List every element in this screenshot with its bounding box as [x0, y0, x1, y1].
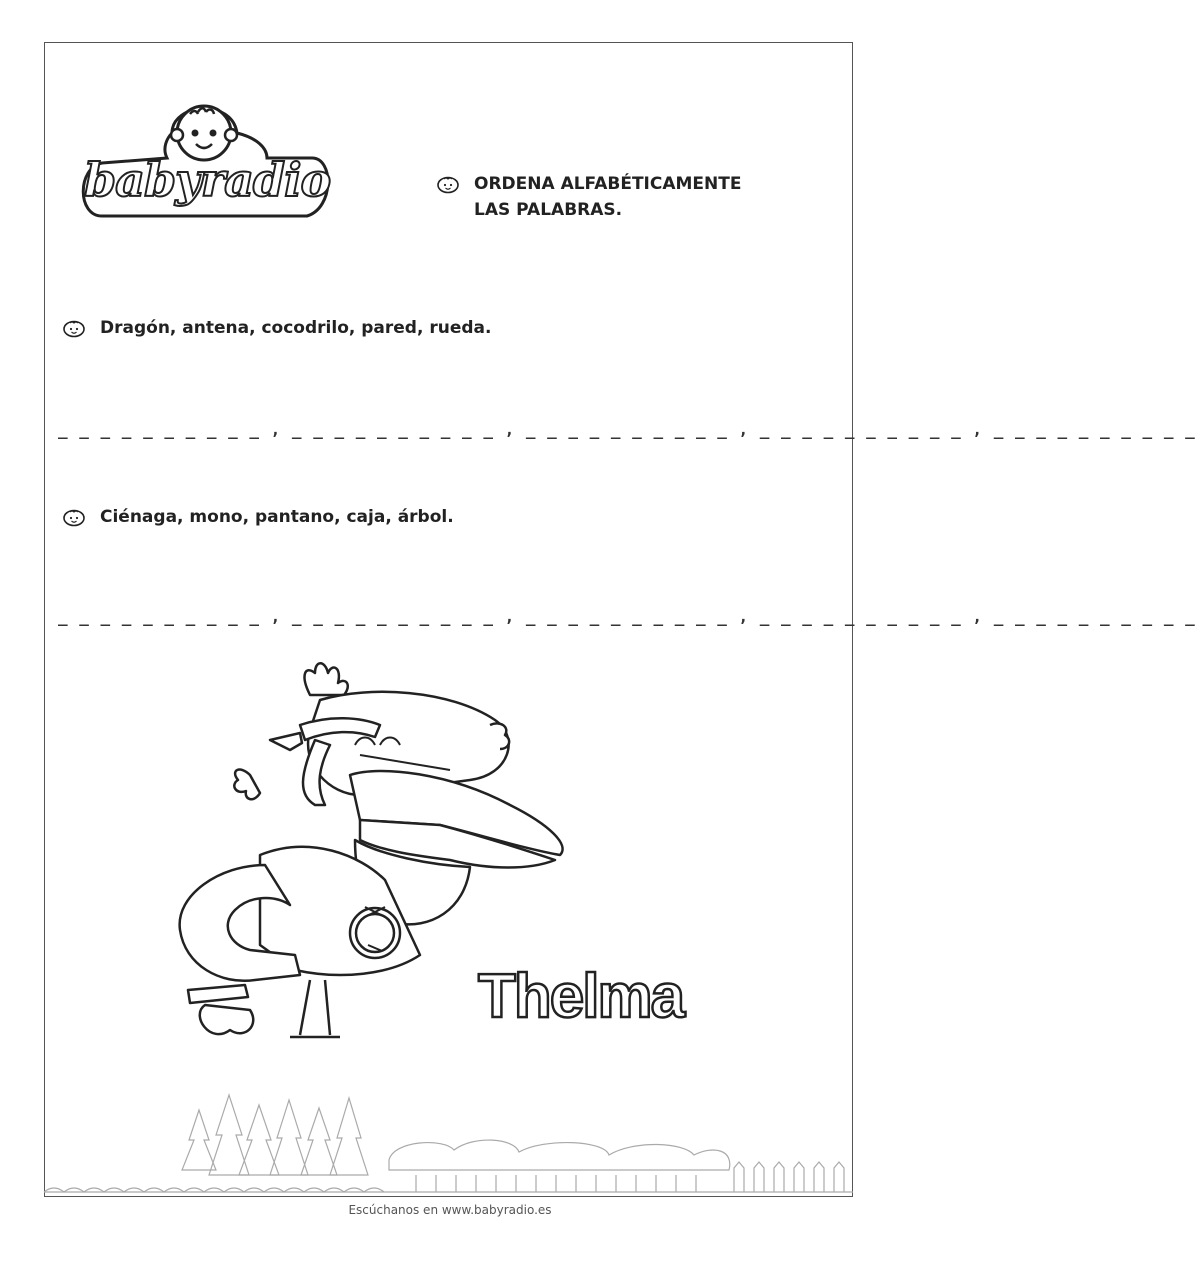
instruction-line-1: ORDENA ALFABÉTICAMENTE — [474, 174, 742, 194]
baby-face-icon — [62, 320, 86, 338]
character-name: Thelma — [478, 962, 684, 1031]
answer-line-1[interactable]: _ _ _ _ _ _ _ _ _ _ , _ _ _ _ _ _ _ _ _ _ , _ _ _ _ _ _ _ _ _ _ , _ _ _ _ _ _ _ _ _ _ , _ _ _ _ _ _ _ _ _ _ — [58, 420, 1196, 439]
logo-text: babyradio — [84, 153, 331, 207]
forest-scenery — [44, 1080, 853, 1198]
answer-line-2[interactable]: _ _ _ _ _ _ _ _ _ _ , _ _ _ _ _ _ _ _ _ _ , _ _ _ _ _ _ _ _ _ _ , _ _ _ _ _ _ _ _ _ _ , _ _ _ _ _ _ _ _ _ _ — [58, 607, 1196, 626]
baby-face-icon — [436, 176, 460, 194]
question-2-words: Ciénaga, mono, pantano, caja, árbol. — [100, 507, 454, 527]
question-1-words: Dragón, antena, cocodrilo, pared, rueda. — [100, 318, 492, 338]
character-name-lettering — [470, 955, 750, 1035]
baby-face-icon — [62, 509, 86, 527]
instruction-line-2: LAS PALABRAS. — [474, 200, 623, 220]
footer-text: Escúchanos en www.babyradio.es — [348, 1203, 552, 1217]
